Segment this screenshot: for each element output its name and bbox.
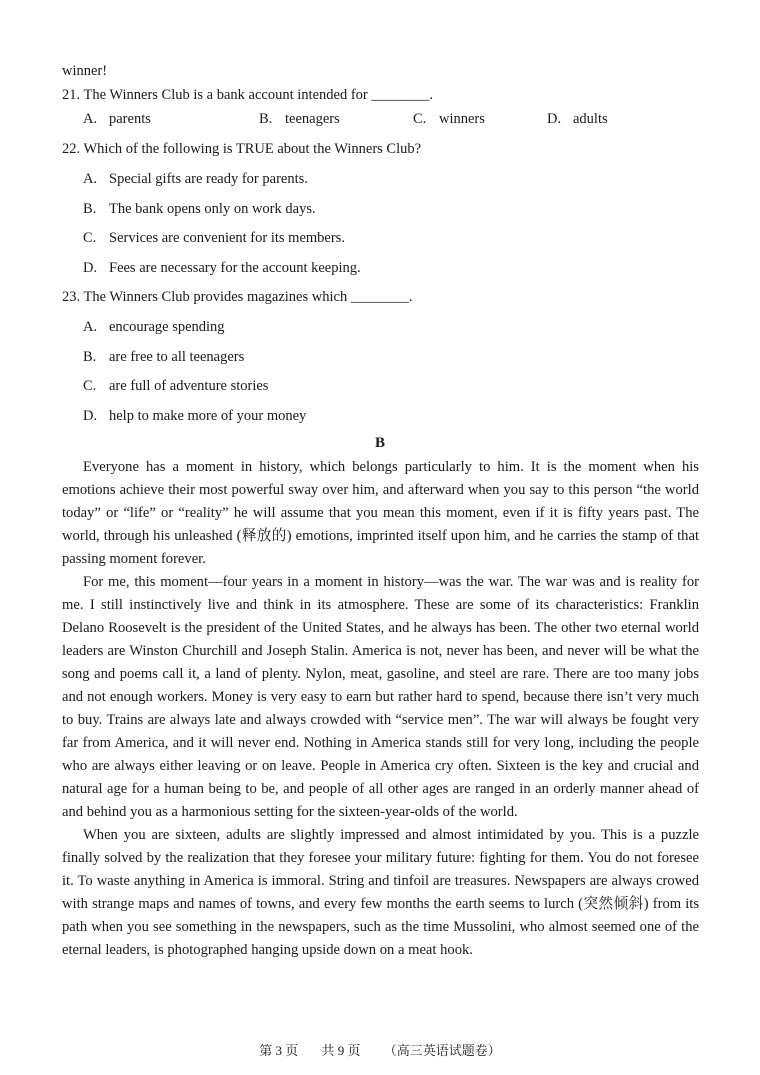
option-letter: B. <box>83 201 97 217</box>
option-letter: C. <box>413 111 427 127</box>
option-c <box>83 229 345 247</box>
passage-paragraph: Everyone has a moment in history, which belongs particularly to him. It is the moment when his emotions achieve their most powerful sway over him, and afterward when you say to this person “the world today” or “life” or “reality” he will assume that you mean this moment, even if it is fifty years past. The world, through his unleashed (释放的) emotions, imprinted itself upon him, and he carries the stamp of that passing moment forever. <box>62 459 699 567</box>
page-number: 第 3 页 <box>259 1043 299 1058</box>
option-c <box>413 110 485 128</box>
option-d <box>83 407 306 425</box>
passage-paragraph: When you are sixteen, adults are slightly impressed and almost intimidated by you. This is a puzzle finally solved by the realization that they foresee your military future: fighting for them. You do not foresee it. To waste anything in America is immoral. String and tinfoil are treasures. Newspapers are always crowed with strange maps and names of towns, and every few months the earth seems to lurch (突然倾斜) from its path when you see something in the newspapers, such as the time Mussolini, who almost seemed one of the eternal leaders, is photographed hanging upside down on a meat hook. <box>62 827 699 958</box>
option-letter: D. <box>83 408 98 424</box>
option-text: encourage spending <box>109 319 225 335</box>
option-letter: B. <box>259 111 273 127</box>
option-d <box>547 110 608 128</box>
option-letter: C. <box>83 230 97 246</box>
option-text: Services are convenient for its members. <box>109 230 345 246</box>
option-a <box>83 318 225 336</box>
option-letter: D. <box>547 111 562 127</box>
option-c <box>83 377 268 395</box>
option-b <box>83 200 316 218</box>
option-text: adults <box>573 111 608 127</box>
continuation-text: winner! <box>62 63 108 79</box>
option-letter: B. <box>83 349 97 365</box>
option-text: are full of adventure stories <box>109 378 269 394</box>
option-letter: D. <box>83 260 98 276</box>
option-text: Special gifts are ready for parents. <box>109 171 308 187</box>
option-letter: A. <box>83 111 98 127</box>
question-stem: 22. Which of the following is TRUE about the Winners Club? <box>62 141 422 157</box>
option-text: help to make more of your money <box>109 408 307 424</box>
option-text: teenagers <box>285 111 340 127</box>
option-letter: C. <box>83 378 97 394</box>
option-text: Fees are necessary for the account keeping. <box>109 260 361 276</box>
option-text: winners <box>439 111 485 127</box>
question-stem: 21. The Winners Club is a bank account intended for ________. <box>62 87 433 103</box>
passage-paragraph: For me, this moment—four years in a moment in history—was the war. The war was and is reality for me. I still instinctively live and think in its atmosphere. These are some of its characteristics: Franklin Delano Roosevelt is the president of the United States, and he always has been. The other two eternal world leaders are Winston Churchill and Joseph Stalin. America is not, never has been, and never will be what the song and poems call it, a land of plenty. Nylon, meat, gasoline, and steel are rare. There are too many jobs and not enough workers. Money is very easy to earn but rather hard to spend, because there isn’t very much to buy. Trains are always late and always crowded with “service men”. The war will always be fought very far from America, and it will never end. Nothing in America stands still for very long, including the people who are always either leaving or on leave. People in America cry often. Sixteen is the key and crucial and natural age for a human being to be, and people of all other ages are ranged in an orderly manner ahead of and behind you as a harmonious setting for the sixteen-year-olds of the world. <box>62 574 699 820</box>
option-a <box>83 170 308 188</box>
passage-b <box>62 456 699 962</box>
option-d <box>83 259 361 277</box>
question-stem: 23. The Winners Club provides magazines which ________. <box>62 289 413 305</box>
option-text: parents <box>109 111 151 127</box>
option-letter: A. <box>83 171 98 187</box>
option-letter: A. <box>83 319 98 335</box>
option-a <box>83 110 151 128</box>
section-b-title: B <box>374 435 385 451</box>
page-total: 共 9 页 <box>321 1043 361 1058</box>
exam-title: （高三英语试题卷） <box>383 1043 501 1058</box>
option-text: are free to all teenagers <box>109 349 245 365</box>
option-b <box>259 110 340 128</box>
option-text: The bank opens only on work days. <box>109 201 316 217</box>
option-b <box>83 348 244 366</box>
page-footer <box>0 1040 760 1059</box>
